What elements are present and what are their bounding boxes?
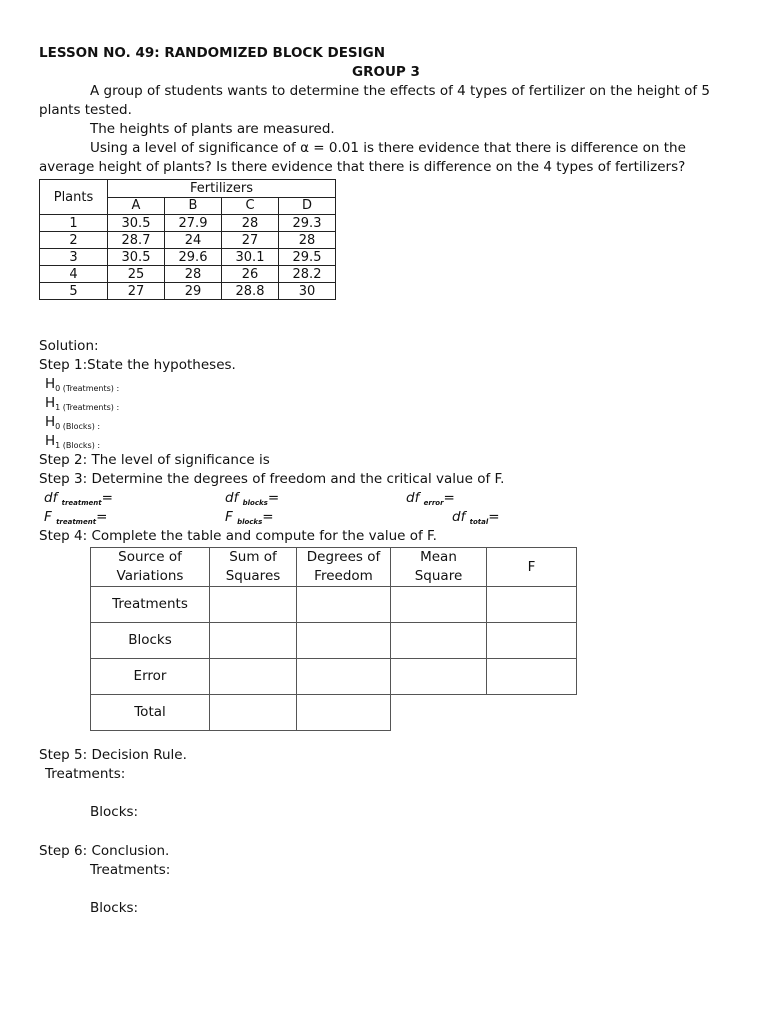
empty-cell <box>210 587 297 623</box>
empty-cell <box>210 623 297 659</box>
fertilizers-header: Fertilizers <box>108 180 336 198</box>
df-blocks: df $_{blocks}$= <box>225 490 280 507</box>
df-treatment: df $_{treatment}$= <box>44 490 113 507</box>
value-cell: 28.2 <box>279 266 336 283</box>
plant-cell: 1 <box>40 215 108 232</box>
table-row <box>40 215 336 232</box>
value-cell: 28 <box>165 266 222 283</box>
table-row <box>40 249 336 266</box>
lesson-title: LESSON NO. 49: RANDOMIZED BLOCK DESIGN <box>39 45 386 61</box>
value-cell: 30.5 <box>108 249 165 266</box>
column-header: C <box>222 197 279 215</box>
step-4: Step 4: Complete the table and compute for the value of F. <box>39 528 437 544</box>
step-6-treatments: Treatments: <box>90 862 171 878</box>
anova-header-f: F <box>487 548 577 587</box>
value-cell: 30 <box>279 283 336 300</box>
column-header: A <box>108 197 165 215</box>
df-total: df $_{total}$= <box>452 509 500 526</box>
hypothesis-h0-treatments: $H_{0 (Treatments) :}$ <box>45 376 120 393</box>
value-cell: 30.1 <box>222 249 279 266</box>
group-label: GROUP 3 <box>352 64 420 80</box>
intro-line-2: plants tested. <box>39 102 132 118</box>
f-blocks: F $_{blocks}$= <box>225 509 274 526</box>
step-2: Step 2: The level of significance is <box>39 452 270 468</box>
empty-cell <box>391 659 487 695</box>
solution-label: Solution: <box>39 338 99 354</box>
value-cell: 27 <box>222 232 279 249</box>
empty-cell <box>297 587 391 623</box>
df-error: df $_{error}$= <box>406 490 455 507</box>
table-row <box>91 659 577 695</box>
step-3: Step 3: Determine the degrees of freedom and the critical value of F. <box>39 471 505 487</box>
step-5-blocks: Blocks: <box>90 804 139 820</box>
empty-cell <box>487 659 577 695</box>
plants-header: Plants <box>40 180 108 215</box>
row-label-total: Total <box>91 695 210 731</box>
value-cell: 28.8 <box>222 283 279 300</box>
value-cell: 28.7 <box>108 232 165 249</box>
f-treatment: F $_{treatment}$= <box>44 509 108 526</box>
value-cell: 28 <box>222 215 279 232</box>
column-header: D <box>279 197 336 215</box>
table-row <box>40 283 336 300</box>
plant-cell: 3 <box>40 249 108 266</box>
value-cell: 25 <box>108 266 165 283</box>
table-row <box>91 587 577 623</box>
empty-cell <box>297 623 391 659</box>
anova-table <box>90 547 577 731</box>
table-row <box>91 695 577 731</box>
intro-line-4: Using a level of significance of α = 0.01 is there evidence that there is difference on the <box>90 140 686 156</box>
anova-header-ms: Mean Square <box>391 548 487 587</box>
table-row <box>40 232 336 249</box>
empty-cell <box>391 587 487 623</box>
intro-line-5: average height of plants? Is there evidence that there is difference on the 4 types of fertilizers? <box>39 159 686 175</box>
value-cell: 29.3 <box>279 215 336 232</box>
step-5-treatments: Treatments: <box>45 766 126 782</box>
value-cell: 24 <box>165 232 222 249</box>
anova-header-df: Degrees of Freedom <box>297 548 391 587</box>
value-cell: 29.5 <box>279 249 336 266</box>
intro-line-1: A group of students wants to determine the effects of 4 types of fertilizer on the height of 5 <box>90 83 710 99</box>
value-cell: 28 <box>279 232 336 249</box>
step-6: Step 6: Conclusion. <box>39 843 170 859</box>
step-6-blocks: Blocks: <box>90 900 139 916</box>
empty-cell <box>487 587 577 623</box>
anova-header-ss: Sum of Squares <box>210 548 297 587</box>
step-1: Step 1:State the hypotheses. <box>39 357 236 373</box>
blank-area <box>391 695 487 731</box>
hypothesis-h0-blocks: $H_{0 (Blocks) :}$ <box>45 414 101 431</box>
row-label-blocks: Blocks <box>91 623 210 659</box>
column-header: B <box>165 197 222 215</box>
intro-line-3: The heights of plants are measured. <box>90 121 335 137</box>
empty-cell <box>297 695 391 731</box>
value-cell: 26 <box>222 266 279 283</box>
fertilizer-data-table <box>39 179 336 300</box>
empty-cell <box>391 623 487 659</box>
empty-cell <box>487 623 577 659</box>
plant-cell: 5 <box>40 283 108 300</box>
value-cell: 30.5 <box>108 215 165 232</box>
value-cell: 29.6 <box>165 249 222 266</box>
table-row <box>40 266 336 283</box>
row-label-error: Error <box>91 659 210 695</box>
empty-cell <box>297 659 391 695</box>
anova-header-source: Source of Variations <box>91 548 210 587</box>
table-row <box>91 623 577 659</box>
value-cell: 27 <box>108 283 165 300</box>
step-5: Step 5: Decision Rule. <box>39 747 187 763</box>
hypothesis-h1-blocks: $H_{1 (Blocks) :}$ <box>45 433 101 450</box>
value-cell: 27.9 <box>165 215 222 232</box>
hypothesis-h1-treatments: $H_{1 (Treatments) :}$ <box>45 395 120 412</box>
empty-cell <box>210 695 297 731</box>
empty-cell <box>210 659 297 695</box>
plant-cell: 2 <box>40 232 108 249</box>
value-cell: 29 <box>165 283 222 300</box>
blank-area <box>487 695 577 731</box>
plant-cell: 4 <box>40 266 108 283</box>
row-label-treatments: Treatments <box>91 587 210 623</box>
